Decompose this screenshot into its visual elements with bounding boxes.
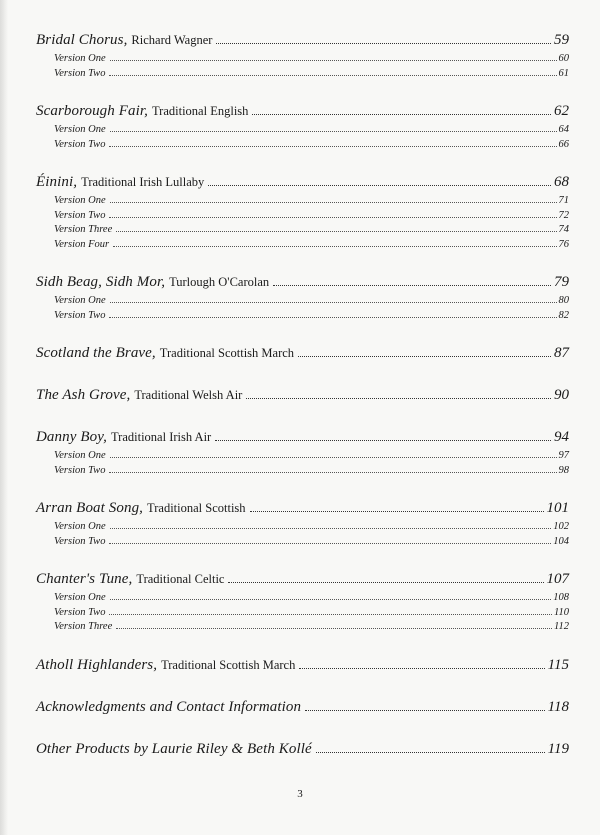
entry-subtitle: Turlough O'Carolan (169, 275, 270, 289)
version-page-number: 102 (553, 521, 569, 532)
dot-leader (246, 398, 551, 399)
dot-leader (109, 217, 556, 218)
entry-title: Other Products by Laurie Riley & Beth Kollé (36, 740, 312, 757)
version-line (36, 520, 569, 535)
entry-subtitle: Traditional Scottish March (161, 657, 296, 672)
dot-leader (109, 317, 556, 318)
dot-leader (273, 285, 551, 286)
toc-entry-line (36, 653, 569, 677)
dot-leader (250, 511, 544, 512)
entry-title: Danny Boy, (36, 429, 107, 445)
entry-title: Scotland the Brave, (36, 345, 156, 361)
version-label: Version One (54, 521, 106, 532)
version-page-number: 66 (558, 138, 569, 150)
version-page-number: 64 (558, 124, 569, 135)
version-page-number: 71 (558, 195, 569, 206)
dot-leader (298, 356, 551, 357)
entry-subtitle: Traditional Irish Air (110, 430, 212, 444)
dot-leader (110, 60, 557, 61)
toc-entry-line (36, 425, 569, 449)
version-line (36, 591, 569, 606)
version-label: Version Four (54, 238, 110, 250)
dot-leader (215, 440, 551, 441)
version-page-number: 76 (558, 238, 569, 250)
entry-title: Atholl Highlanders, (36, 656, 158, 673)
page-number: 3 (297, 788, 303, 800)
version-page-number: 80 (558, 295, 569, 306)
entry-title: Sidh Beag, Sidh Mor, (36, 274, 166, 290)
entry-page-number: 119 (547, 740, 569, 757)
toc-entry (36, 695, 569, 719)
entry-page-number: 59 (554, 32, 569, 48)
toc-entry (36, 270, 569, 323)
entry-page-number: 107 (546, 571, 569, 587)
toc-entry (36, 28, 569, 81)
entry-page-number: 87 (554, 345, 569, 361)
version-page-number: 108 (553, 592, 569, 603)
version-page-number: 61 (558, 67, 569, 79)
dot-leader (113, 246, 556, 247)
dot-leader (109, 614, 552, 615)
entry-subtitle: Traditional Irish Lullaby (81, 175, 205, 189)
dot-leader (252, 114, 551, 115)
version-label: Version One (54, 53, 106, 64)
toc-entry (36, 383, 569, 407)
dot-leader (109, 146, 556, 147)
entry-subtitle: Traditional Celtic (136, 572, 225, 586)
toc-entry (36, 567, 569, 635)
entry-spacer (36, 81, 569, 99)
toc-entry (36, 170, 569, 252)
toc-entry-line (36, 737, 569, 761)
entry-page-number: 68 (554, 174, 569, 190)
toc-entry (36, 653, 569, 677)
entry-spacer (36, 407, 569, 425)
toc-entry-line (36, 341, 569, 365)
version-line (36, 223, 569, 238)
version-page-number: 112 (554, 621, 569, 632)
version-line (36, 209, 569, 224)
version-line (36, 67, 569, 82)
version-label: Version Two (54, 209, 106, 221)
version-page-number: 74 (558, 224, 569, 235)
entry-subtitle: Traditional Welsh Air (134, 388, 243, 402)
dot-leader (299, 668, 544, 669)
toc-entry (36, 737, 569, 761)
version-line (36, 52, 569, 67)
version-page-number: 98 (558, 464, 569, 476)
version-page-number: 97 (558, 450, 569, 461)
entry-spacer (36, 152, 569, 170)
entry-subtitle: Richard Wagner (131, 33, 213, 47)
dot-leader (110, 131, 557, 132)
version-label: Version Two (54, 535, 106, 547)
toc-entry-line (36, 496, 569, 520)
entry-title: Scarborough Fair, (36, 103, 148, 119)
dot-leader (110, 457, 557, 458)
version-page-number: 82 (558, 309, 569, 321)
toc-entry-line (36, 383, 569, 407)
version-label: Version One (54, 295, 106, 306)
entry-title: Chanter's Tune, (36, 571, 133, 587)
version-label: Version Two (54, 67, 106, 79)
version-line (36, 194, 569, 209)
version-line (36, 535, 569, 550)
version-page-number: 72 (558, 209, 569, 221)
entry-page-number: 101 (546, 500, 569, 516)
toc-entry (36, 99, 569, 152)
entry-title: Acknowledgments and Contact Information (36, 698, 302, 715)
toc-entry-line (36, 170, 569, 194)
toc-entry (36, 425, 569, 478)
entry-spacer (36, 478, 569, 496)
dot-leader (228, 582, 543, 583)
version-label: Version Three (54, 224, 113, 235)
version-page-number: 60 (558, 53, 569, 64)
version-page-number: 110 (554, 606, 569, 618)
entry-title: The Ash Grove, (36, 387, 131, 403)
toc-entry-line (36, 99, 569, 123)
toc-entry (36, 496, 569, 549)
version-line (36, 309, 569, 324)
entry-page-number: 115 (547, 656, 569, 673)
entry-spacer (36, 252, 569, 270)
version-label: Version Two (54, 464, 106, 476)
version-label: Version One (54, 124, 106, 135)
entry-subtitle: Traditional Scottish (147, 501, 246, 515)
page-binding-edge (0, 0, 8, 835)
version-line (36, 294, 569, 309)
dot-leader (110, 599, 552, 600)
version-page-number: 104 (553, 535, 569, 547)
dot-leader (109, 543, 551, 544)
version-line (36, 449, 569, 464)
dot-leader (110, 302, 557, 303)
version-label: Version Two (54, 309, 106, 321)
entry-page-number: 62 (554, 103, 569, 119)
entry-spacer (36, 323, 569, 341)
version-label: Version Two (54, 606, 106, 618)
entry-page-number: 79 (554, 274, 569, 290)
entry-page-number: 118 (547, 698, 569, 715)
dot-leader (116, 231, 556, 232)
entry-spacer (36, 549, 569, 567)
version-label: Version One (54, 592, 106, 603)
toc-entry-line (36, 28, 569, 52)
version-line (36, 123, 569, 138)
dot-leader (305, 710, 544, 711)
entry-title: Bridal Chorus, (36, 32, 128, 48)
entry-page-number: 90 (554, 387, 569, 403)
entry-subtitle: Traditional Scottish March (159, 346, 295, 360)
version-line (36, 138, 569, 153)
version-line (36, 606, 569, 621)
dot-leader (109, 472, 556, 473)
toc-entry-line (36, 270, 569, 294)
entry-spacer (36, 677, 569, 695)
dot-leader (110, 202, 557, 203)
version-line (36, 464, 569, 479)
entry-spacer (36, 719, 569, 737)
entry-page-number: 94 (554, 429, 569, 445)
version-label: Version One (54, 195, 106, 206)
toc-entry (36, 341, 569, 365)
dot-leader (208, 185, 551, 186)
dot-leader (110, 528, 552, 529)
dot-leader (109, 75, 556, 76)
entry-spacer (36, 635, 569, 653)
toc-entry-line (36, 567, 569, 591)
version-label: Version One (54, 450, 106, 461)
dot-leader (216, 43, 551, 44)
entry-subtitle: Traditional English (151, 104, 249, 118)
dot-leader (316, 752, 545, 753)
table-of-contents (36, 28, 569, 761)
entry-spacer (36, 365, 569, 383)
version-label: Version Two (54, 138, 106, 150)
entry-title: Arran Boat Song, (36, 500, 144, 516)
toc-entry-line (36, 695, 569, 719)
version-label: Version Three (54, 621, 113, 632)
version-line (36, 238, 569, 253)
entry-title: Éinini, (36, 174, 78, 190)
version-line (36, 620, 569, 635)
dot-leader (116, 628, 552, 629)
